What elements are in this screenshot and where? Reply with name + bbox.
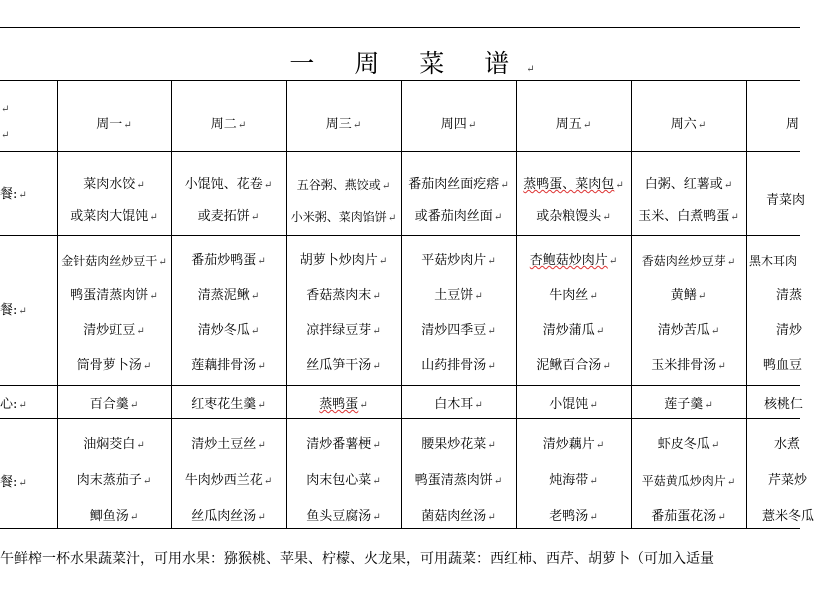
menu-item: 玉米排骨汤↵ [651, 358, 726, 373]
menu-item: 凉拌绿豆芽↵ [306, 323, 381, 338]
rule-dinner-bottom [0, 528, 800, 529]
meal-label-lunch: 餐:↵ [0, 303, 27, 318]
menu-item: 清炒豇豆↵ [83, 323, 145, 338]
col-rule [746, 80, 747, 529]
menu-item: 虾皮冬瓜↵ [657, 437, 720, 452]
menu-item: 清蒸 [776, 288, 803, 303]
rule-lunch-bottom [0, 385, 800, 386]
menu-item: 菌菇肉丝汤↵ [421, 509, 496, 524]
menu-item: 平菇黄瓜炒肉片↵ [641, 474, 736, 488]
menu-item: 小馄饨、花卷↵ [184, 177, 273, 192]
menu-item: 或麦拓饼↵ [197, 209, 260, 224]
meal-label-dinner: 餐:↵ [0, 475, 27, 490]
menu-item: 肉末蒸茄子↵ [76, 473, 152, 488]
rule-top [0, 27, 800, 28]
menu-item: 水煮 [774, 437, 801, 452]
menu-item: 丝瓜笋干汤↵ [306, 358, 381, 373]
meal-label-breakfast: 餐:↵ [0, 187, 27, 202]
menu-item: 菜肉水饺↵ [83, 177, 145, 192]
menu-item: 白木耳↵ [434, 397, 483, 412]
menu-item: 牛肉丝↵ [549, 288, 598, 303]
menu-item: 红枣花生羹↵ [191, 397, 266, 412]
menu-item: 小米粥、菜肉馅饼↵ [290, 210, 397, 224]
menu-item: 玉米、白煮鸭蛋↵ [638, 209, 739, 224]
menu-item: 黑木耳肉 [749, 254, 798, 268]
menu-item: 肉末包心菜↵ [306, 473, 381, 488]
menu-item: 清炒冬瓜↵ [197, 323, 260, 338]
menu-item: 或番茄肉丝面↵ [414, 209, 503, 224]
day-header-thu: 周四↵ [440, 117, 477, 132]
menu-item: 清炒土豆丝↵ [191, 437, 266, 452]
menu-item: 番茄肉丝面疙瘩↵ [408, 177, 509, 192]
juice-note: 午鲜榨一杯水果蔬菜汁，可用水果：猕猴桃、苹果、柠檬、火龙果，可用蔬菜：西红柿、西芹、胡萝卜（可加入适量 [0, 551, 714, 567]
day-header-sun: 周 [786, 117, 800, 132]
menu-item: 金针菇肉丝炒豆干↵ [61, 254, 167, 268]
menu-item: 蒸鸭蛋、菜肉包↵ [523, 177, 624, 192]
menu-item: 小馄饨↵ [549, 397, 598, 412]
page-title: 一 周 菜 谱↵ [289, 49, 551, 78]
meal-label-snack: 心:↵ [0, 397, 27, 412]
menu-item: 白粥、红薯或↵ [644, 177, 733, 192]
menu-item: 香菇肉丝炒豆芽↵ [641, 254, 736, 268]
menu-item: 清炒 [776, 323, 803, 338]
menu-item: 香菇蒸肉末↵ [306, 288, 381, 303]
day-header-mon: 周一↵ [96, 117, 132, 132]
menu-item: 牛肉炒西兰花↵ [184, 473, 273, 488]
menu-item: 鸭蛋清蒸肉饼↵ [70, 288, 158, 303]
menu-item: 黄鳝↵ [670, 288, 707, 303]
menu-item: 番茄蛋花汤↵ [651, 509, 726, 524]
menu-item: 清炒蒲瓜↵ [542, 323, 605, 338]
menu-item: 平菇炒肉片↵ [421, 253, 496, 268]
menu-item: 番茄炒鸭蛋↵ [191, 253, 266, 268]
menu-item: 丝瓜肉丝汤↵ [191, 509, 266, 524]
menu-item: 百合羹↵ [89, 397, 139, 412]
menu-item: 清蒸泥鳅↵ [197, 288, 260, 303]
menu-item: 芹菜炒 [768, 473, 808, 488]
menu-item: 清炒藕片↵ [542, 437, 605, 452]
menu-item: 筒骨萝卜汤↵ [76, 358, 152, 373]
menu-item: 山药排骨汤↵ [421, 358, 496, 373]
menu-item: 油焖茭白↵ [83, 437, 145, 452]
menu-item: 清炒四季豆↵ [421, 323, 496, 338]
menu-item: 或杂粮馒头↵ [536, 209, 611, 224]
corner-mark: ↵ [1, 130, 10, 141]
day-header-wed: 周三↵ [325, 117, 362, 132]
menu-item: 鸭血豆 [763, 358, 803, 373]
corner-mark: ↵ [1, 104, 10, 115]
rule-breakfast-bottom [0, 235, 800, 236]
menu-item: 鱼头豆腐汤↵ [306, 509, 381, 524]
day-header-fri: 周五↵ [555, 117, 592, 132]
day-header-sat: 周六↵ [670, 117, 707, 132]
menu-item: 或菜肉大馄饨↵ [70, 209, 158, 224]
menu-item: 清炒苦瓜↵ [657, 323, 720, 338]
day-header-tue: 周二↵ [210, 117, 247, 132]
menu-item: 炖海带↵ [549, 473, 598, 488]
menu-item: 青菜肉 [766, 193, 806, 208]
menu-item: 莲藕排骨汤↵ [191, 358, 266, 373]
menu-item: 清炒番薯梗↵ [306, 437, 381, 452]
menu-item: 核桃仁 [764, 397, 804, 412]
rule-header-top [0, 80, 800, 81]
menu-item: 鲫鱼汤↵ [89, 509, 139, 524]
rule-header-bottom [0, 151, 800, 152]
menu-item: 老鸭汤↵ [549, 509, 598, 524]
menu-item: 土豆饼↵ [434, 288, 483, 303]
menu-item: 腰果炒花菜↵ [421, 437, 496, 452]
menu-item: 泥鳅百合汤↵ [536, 358, 611, 373]
menu-item: 胡萝卜炒肉片↵ [299, 253, 388, 268]
menu-item: 莲子羹↵ [664, 397, 713, 412]
menu-item: 杏鲍菇炒肉片↵ [529, 253, 618, 268]
menu-item: 薏米冬瓜 [762, 509, 814, 524]
menu-item: 鸭蛋清蒸肉饼↵ [414, 473, 503, 488]
rule-snack-bottom [0, 418, 800, 419]
menu-item: 蒸鸭蛋↵ [319, 397, 368, 412]
menu-item: 五谷粥、燕饺或↵ [296, 178, 391, 192]
